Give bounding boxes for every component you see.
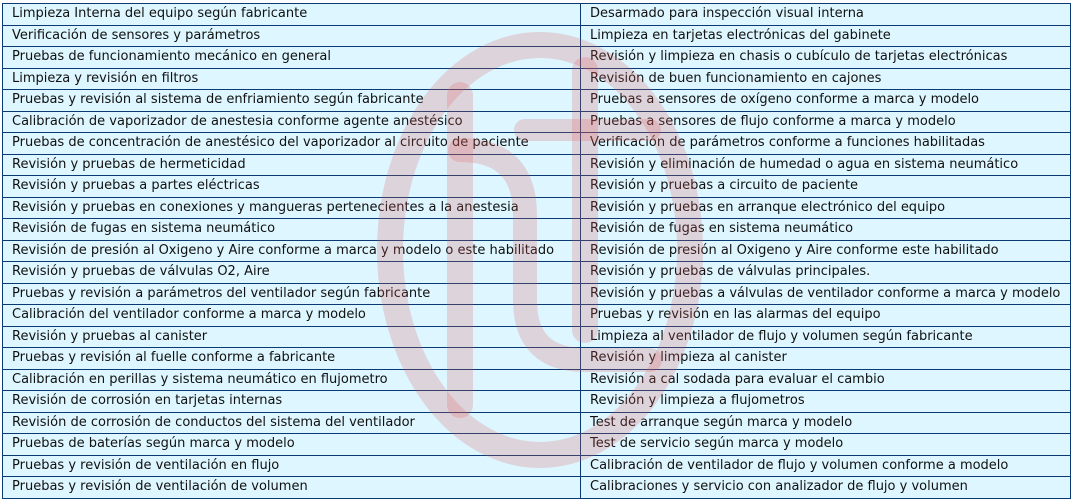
task-cell-left: Pruebas de funcionamiento mecánico en general (3, 47, 581, 69)
task-cell-right: Pruebas y revisión en las alarmas del equipo (581, 305, 1071, 327)
task-cell-right: Test de arranque según marca y modelo (581, 412, 1071, 434)
table-row (3, 283, 1071, 305)
table-row (3, 219, 1071, 241)
task-cell-left: Revisión y pruebas de válvulas O2, Aire (3, 262, 581, 284)
task-cell-left: Calibración de vaporizador de anestesia conforme agente anestésico (3, 111, 581, 133)
task-cell-left: Limpieza y revisión en filtros (3, 68, 581, 90)
task-cell-right: Revisión y pruebas en arranque electrónico del equipo (581, 197, 1071, 219)
table-row (3, 90, 1071, 112)
task-cell-right: Revisión y pruebas a válvulas de ventilador conforme a marca y modelo (581, 283, 1071, 305)
task-cell-left: Pruebas y revisión de ventilación en flujo (3, 455, 581, 477)
task-cell-left: Pruebas de concentración de anestésico del vaporizador al circuito de paciente (3, 133, 581, 155)
maintenance-table (2, 3, 1071, 499)
task-cell-right: Revisión de fugas en sistema neumático (581, 219, 1071, 241)
task-cell-left: Revisión de corrosión en tarjetas internas (3, 391, 581, 413)
table-row (3, 240, 1071, 262)
table-row (3, 176, 1071, 198)
task-cell-left: Pruebas y revisión de ventilación de volumen (3, 477, 581, 499)
task-cell-right: Revisión y limpieza a flujometros (581, 391, 1071, 413)
table-row (3, 391, 1071, 413)
task-cell-right: Pruebas a sensores de oxígeno conforme a marca y modelo (581, 90, 1071, 112)
table-row (3, 477, 1071, 499)
task-cell-right: Revisión de presión al Oxigeno y Aire conforme este habilitado (581, 240, 1071, 262)
table-row (3, 25, 1071, 47)
task-cell-left: Pruebas de baterías según marca y modelo (3, 434, 581, 456)
task-cell-left: Revisión y pruebas a partes eléctricas (3, 176, 581, 198)
task-cell-right: Revisión y limpieza en chasis o cubículo de tarjetas electrónicas (581, 47, 1071, 69)
task-cell-left: Revisión de fugas en sistema neumático (3, 219, 581, 241)
task-cell-right: Revisión de buen funcionamiento en cajones (581, 68, 1071, 90)
table-row (3, 4, 1071, 26)
task-cell-left: Pruebas y revisión al fuelle conforme a fabricante (3, 348, 581, 370)
table-row (3, 434, 1071, 456)
task-cell-left: Pruebas y revisión al sistema de enfriamiento según fabricante (3, 90, 581, 112)
task-cell-right: Revisión a cal sodada para evaluar el cambio (581, 369, 1071, 391)
table-row (3, 348, 1071, 370)
table-row (3, 326, 1071, 348)
task-cell-left: Revisión y pruebas al canister (3, 326, 581, 348)
task-cell-left: Calibración en perillas y sistema neumático en flujometro (3, 369, 581, 391)
table-row (3, 68, 1071, 90)
task-cell-left: Pruebas y revisión a parámetros del ventilador según fabricante (3, 283, 581, 305)
task-cell-right: Revisión y eliminación de humedad o agua en sistema neumático (581, 154, 1071, 176)
task-cell-right: Desarmado para inspección visual interna (581, 4, 1071, 26)
table-row (3, 154, 1071, 176)
table-row (3, 197, 1071, 219)
task-cell-right: Calibración de ventilador de flujo y volumen conforme a modelo (581, 455, 1071, 477)
task-cell-right: Calibraciones y servicio con analizador de flujo y volumen (581, 477, 1071, 499)
task-cell-left: Revisión y pruebas en conexiones y mangueras pertenecientes a la anestesia (3, 197, 581, 219)
task-cell-right: Limpieza al ventilador de flujo y volumen según fabricante (581, 326, 1071, 348)
task-cell-right: Limpieza en tarjetas electrónicas del gabinete (581, 25, 1071, 47)
task-cell-right: Revisión y pruebas a circuito de paciente (581, 176, 1071, 198)
task-cell-left: Calibración del ventilador conforme a marca y modelo (3, 305, 581, 327)
table-row (3, 412, 1071, 434)
task-cell-left: Revisión de presión al Oxigeno y Aire conforme a marca y modelo o este habilitado (3, 240, 581, 262)
task-cell-right: Revisión y limpieza al canister (581, 348, 1071, 370)
task-cell-right: Revisión y pruebas de válvulas principales. (581, 262, 1071, 284)
task-cell-right: Pruebas a sensores de flujo conforme a marca y modelo (581, 111, 1071, 133)
table-row (3, 47, 1071, 69)
task-cell-left: Revisión y pruebas de hermeticidad (3, 154, 581, 176)
table-row (3, 262, 1071, 284)
task-cell-right: Test de servicio según marca y modelo (581, 434, 1071, 456)
table-row (3, 455, 1071, 477)
task-cell-left: Limpieza Interna del equipo según fabricante (3, 4, 581, 26)
table-row (3, 305, 1071, 327)
table-row (3, 369, 1071, 391)
task-cell-right: Verificación de parámetros conforme a funciones habilitadas (581, 133, 1071, 155)
table-body (3, 4, 1071, 499)
task-cell-left: Verificación de sensores y parámetros (3, 25, 581, 47)
table-row (3, 133, 1071, 155)
task-cell-left: Revisión de corrosión de conductos del sistema del ventilador (3, 412, 581, 434)
table-row (3, 111, 1071, 133)
